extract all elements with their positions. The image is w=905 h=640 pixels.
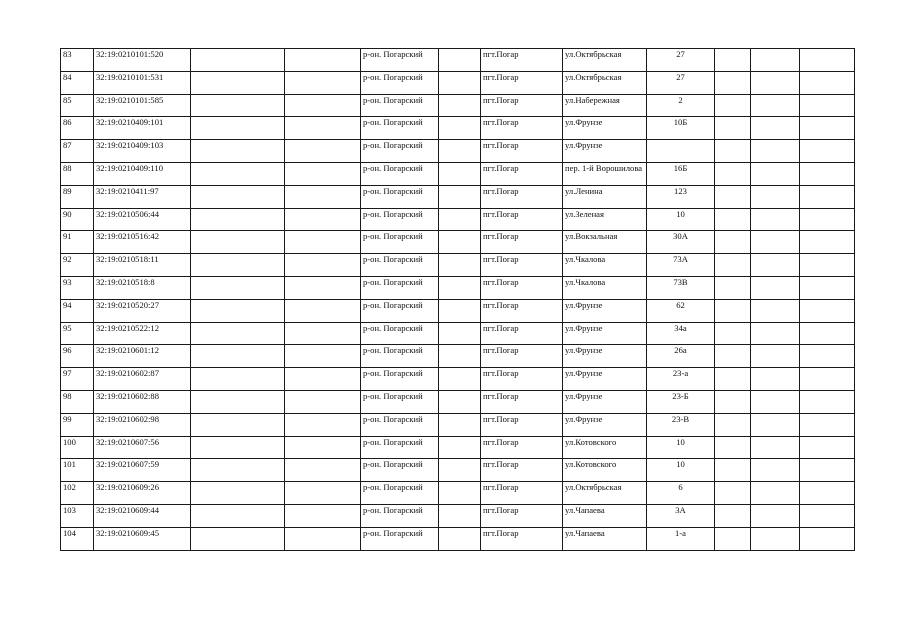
empty-cell [191, 140, 285, 163]
settlement-cell: пгт.Погар [481, 527, 563, 550]
empty-cell [800, 390, 855, 413]
settlement-cell: пгт.Погар [481, 345, 563, 368]
row-number-cell: 84 [61, 71, 94, 94]
district-cell: р-он. Погарский [361, 254, 439, 277]
cadastral-number-cell: 32:19:0210409:110 [94, 162, 191, 185]
row-number-cell: 103 [61, 504, 94, 527]
settlement-cell: пгт.Погар [481, 413, 563, 436]
empty-cell [800, 413, 855, 436]
house-number-cell: 16Б [647, 162, 715, 185]
house-number-cell: 73В [647, 276, 715, 299]
settlement-cell: пгт.Погар [481, 71, 563, 94]
empty-cell [285, 231, 361, 254]
street-cell: ул.Фрунзе [563, 390, 647, 413]
empty-cell [751, 140, 800, 163]
district-cell: р-он. Погарский [361, 162, 439, 185]
house-number-cell: 34а [647, 322, 715, 345]
empty-cell [800, 162, 855, 185]
empty-cell [191, 276, 285, 299]
empty-cell [751, 390, 800, 413]
district-cell: р-он. Погарский [361, 94, 439, 117]
empty-cell [715, 368, 751, 391]
cadastral-number-cell: 32:19:0210522:12 [94, 322, 191, 345]
empty-cell [191, 231, 285, 254]
settlement-cell: пгт.Погар [481, 140, 563, 163]
empty-cell [285, 162, 361, 185]
house-number-cell: 26а [647, 345, 715, 368]
empty-cell [191, 71, 285, 94]
empty-cell [439, 208, 481, 231]
empty-cell [191, 413, 285, 436]
cadastral-number-cell: 32:19:0210609:44 [94, 504, 191, 527]
cadastral-number-cell: 32:19:0210506:44 [94, 208, 191, 231]
empty-cell [751, 368, 800, 391]
street-cell: пер. 1-й Ворошилова [563, 162, 647, 185]
settlement-cell: пгт.Погар [481, 368, 563, 391]
empty-cell [439, 459, 481, 482]
empty-cell [715, 231, 751, 254]
empty-cell [751, 276, 800, 299]
row-number-cell: 95 [61, 322, 94, 345]
empty-cell [439, 231, 481, 254]
empty-cell [191, 368, 285, 391]
cadastral-number-cell: 32:19:0210411:97 [94, 185, 191, 208]
empty-cell [285, 94, 361, 117]
empty-cell [439, 117, 481, 140]
table-row [61, 71, 855, 94]
district-cell: р-он. Погарский [361, 527, 439, 550]
empty-cell [439, 71, 481, 94]
empty-cell [439, 254, 481, 277]
empty-cell [285, 71, 361, 94]
house-number-cell: 10 [647, 459, 715, 482]
row-number-cell: 93 [61, 276, 94, 299]
district-cell: р-он. Погарский [361, 504, 439, 527]
empty-cell [285, 117, 361, 140]
empty-cell [439, 345, 481, 368]
empty-cell [191, 527, 285, 550]
row-number-cell: 100 [61, 436, 94, 459]
empty-cell [191, 117, 285, 140]
district-cell: р-он. Погарский [361, 140, 439, 163]
empty-cell [715, 322, 751, 345]
street-cell: ул.Котовского [563, 459, 647, 482]
empty-cell [751, 71, 800, 94]
empty-cell [285, 390, 361, 413]
empty-cell [751, 413, 800, 436]
settlement-cell: пгт.Погар [481, 185, 563, 208]
street-cell: ул.Ленина [563, 185, 647, 208]
empty-cell [715, 208, 751, 231]
table-row [61, 185, 855, 208]
cadastral-number-cell: 32:19:0210518:8 [94, 276, 191, 299]
row-number-cell: 85 [61, 94, 94, 117]
district-cell: р-он. Погарский [361, 390, 439, 413]
empty-cell [751, 459, 800, 482]
district-cell: р-он. Погарский [361, 71, 439, 94]
empty-cell [751, 322, 800, 345]
district-cell: р-он. Погарский [361, 459, 439, 482]
table-row [61, 390, 855, 413]
empty-cell [191, 254, 285, 277]
cadastral-number-cell: 32:19:0210609:45 [94, 527, 191, 550]
empty-cell [800, 276, 855, 299]
empty-cell [715, 299, 751, 322]
table-row [61, 504, 855, 527]
table-row [61, 231, 855, 254]
empty-cell [439, 162, 481, 185]
cadastral-number-cell: 32:19:0210409:103 [94, 140, 191, 163]
empty-cell [439, 140, 481, 163]
empty-cell [800, 117, 855, 140]
empty-cell [800, 49, 855, 72]
empty-cell [715, 504, 751, 527]
empty-cell [439, 94, 481, 117]
empty-cell [285, 504, 361, 527]
district-cell: р-он. Погарский [361, 413, 439, 436]
district-cell: р-он. Погарский [361, 368, 439, 391]
empty-cell [439, 49, 481, 72]
district-cell: р-он. Погарский [361, 117, 439, 140]
empty-cell [439, 482, 481, 505]
empty-cell [439, 276, 481, 299]
cadastral-number-cell: 32:19:0210516:42 [94, 231, 191, 254]
empty-cell [800, 208, 855, 231]
cadastral-number-cell: 32:19:0210601:12 [94, 345, 191, 368]
house-number-cell: 27 [647, 71, 715, 94]
empty-cell [285, 368, 361, 391]
empty-cell [285, 482, 361, 505]
street-cell: ул.Набережная [563, 94, 647, 117]
cadastral-number-cell: 32:19:0210602:88 [94, 390, 191, 413]
table-row [61, 162, 855, 185]
empty-cell [800, 140, 855, 163]
empty-cell [800, 322, 855, 345]
settlement-cell: пгт.Погар [481, 208, 563, 231]
settlement-cell: пгт.Погар [481, 94, 563, 117]
empty-cell [751, 185, 800, 208]
empty-cell [715, 117, 751, 140]
cadastral-number-cell: 32:19:0210607:59 [94, 459, 191, 482]
cadastral-number-cell: 32:19:0210518:11 [94, 254, 191, 277]
empty-cell [751, 208, 800, 231]
empty-cell [715, 94, 751, 117]
empty-cell [800, 504, 855, 527]
row-number-cell: 83 [61, 49, 94, 72]
district-cell: р-он. Погарский [361, 322, 439, 345]
empty-cell [800, 299, 855, 322]
empty-cell [751, 299, 800, 322]
row-number-cell: 88 [61, 162, 94, 185]
house-number-cell: 73А [647, 254, 715, 277]
street-cell: ул.Фрунзе [563, 413, 647, 436]
empty-cell [751, 482, 800, 505]
cadastral-number-cell: 32:19:0210607:56 [94, 436, 191, 459]
empty-cell [751, 162, 800, 185]
empty-cell [800, 482, 855, 505]
empty-cell [800, 368, 855, 391]
empty-cell [285, 49, 361, 72]
row-number-cell: 89 [61, 185, 94, 208]
settlement-cell: пгт.Погар [481, 299, 563, 322]
settlement-cell: пгт.Погар [481, 254, 563, 277]
empty-cell [191, 299, 285, 322]
district-cell: р-он. Погарский [361, 436, 439, 459]
street-cell: ул.Чкалова [563, 254, 647, 277]
district-cell: р-он. Погарский [361, 49, 439, 72]
table-row [61, 482, 855, 505]
empty-cell [751, 231, 800, 254]
district-cell: р-он. Погарский [361, 231, 439, 254]
empty-cell [439, 390, 481, 413]
house-number-cell: 27 [647, 49, 715, 72]
cadastral-number-cell: 32:19:0210609:26 [94, 482, 191, 505]
registry-table [60, 48, 855, 551]
empty-cell [285, 208, 361, 231]
street-cell: ул.Фрунзе [563, 322, 647, 345]
settlement-cell: пгт.Погар [481, 49, 563, 72]
row-number-cell: 102 [61, 482, 94, 505]
table-row [61, 299, 855, 322]
empty-cell [800, 71, 855, 94]
settlement-cell: пгт.Погар [481, 390, 563, 413]
empty-cell [191, 459, 285, 482]
empty-cell [715, 345, 751, 368]
house-number-cell: 30А [647, 231, 715, 254]
row-number-cell: 96 [61, 345, 94, 368]
street-cell: ул.Октябрьская [563, 71, 647, 94]
row-number-cell: 97 [61, 368, 94, 391]
empty-cell [191, 345, 285, 368]
street-cell: ул.Фрунзе [563, 368, 647, 391]
settlement-cell: пгт.Погар [481, 117, 563, 140]
empty-cell [191, 322, 285, 345]
empty-cell [800, 459, 855, 482]
house-number-cell: 3А [647, 504, 715, 527]
empty-cell [191, 390, 285, 413]
empty-cell [751, 436, 800, 459]
house-number-cell: 10 [647, 208, 715, 231]
empty-cell [751, 504, 800, 527]
street-cell: ул.Фрунзе [563, 345, 647, 368]
table-row [61, 413, 855, 436]
empty-cell [751, 94, 800, 117]
empty-cell [191, 49, 285, 72]
district-cell: р-он. Погарский [361, 299, 439, 322]
empty-cell [191, 162, 285, 185]
district-cell: р-он. Погарский [361, 276, 439, 299]
empty-cell [751, 254, 800, 277]
empty-cell [285, 345, 361, 368]
empty-cell [439, 322, 481, 345]
street-cell: ул.Фрунзе [563, 117, 647, 140]
empty-cell [800, 94, 855, 117]
empty-cell [715, 482, 751, 505]
registry-rows [61, 49, 855, 551]
empty-cell [285, 185, 361, 208]
empty-cell [715, 413, 751, 436]
row-number-cell: 98 [61, 390, 94, 413]
table-row [61, 94, 855, 117]
row-number-cell: 94 [61, 299, 94, 322]
street-cell: ул.Октябрьская [563, 49, 647, 72]
settlement-cell: пгт.Погар [481, 276, 563, 299]
cadastral-number-cell: 32:19:0210602:98 [94, 413, 191, 436]
house-number-cell: 23-Б [647, 390, 715, 413]
cadastral-number-cell: 32:19:0210520:27 [94, 299, 191, 322]
district-cell: р-он. Погарский [361, 482, 439, 505]
house-number-cell: 10Б [647, 117, 715, 140]
cadastral-number-cell: 32:19:0210101:585 [94, 94, 191, 117]
cadastral-number-cell: 32:19:0210101:531 [94, 71, 191, 94]
table-row [61, 140, 855, 163]
empty-cell [800, 254, 855, 277]
settlement-cell: пгт.Погар [481, 436, 563, 459]
empty-cell [715, 71, 751, 94]
settlement-cell: пгт.Погар [481, 504, 563, 527]
row-number-cell: 91 [61, 231, 94, 254]
row-number-cell: 86 [61, 117, 94, 140]
empty-cell [751, 49, 800, 72]
empty-cell [715, 436, 751, 459]
empty-cell [285, 459, 361, 482]
empty-cell [439, 299, 481, 322]
street-cell: ул.Котовского [563, 436, 647, 459]
street-cell: ул.Фрунзе [563, 299, 647, 322]
house-number-cell: 1-а [647, 527, 715, 550]
street-cell: ул.Чкалова [563, 276, 647, 299]
empty-cell [285, 140, 361, 163]
empty-cell [439, 504, 481, 527]
empty-cell [800, 345, 855, 368]
empty-cell [715, 459, 751, 482]
empty-cell [191, 208, 285, 231]
empty-cell [285, 299, 361, 322]
empty-cell [800, 185, 855, 208]
empty-cell [715, 254, 751, 277]
empty-cell [715, 276, 751, 299]
table-row [61, 527, 855, 550]
empty-cell [191, 504, 285, 527]
empty-cell [439, 368, 481, 391]
empty-cell [751, 117, 800, 140]
table-row [61, 49, 855, 72]
empty-cell [800, 436, 855, 459]
empty-cell [439, 185, 481, 208]
empty-cell [715, 185, 751, 208]
row-number-cell: 90 [61, 208, 94, 231]
row-number-cell: 101 [61, 459, 94, 482]
empty-cell [715, 390, 751, 413]
settlement-cell: пгт.Погар [481, 322, 563, 345]
street-cell: ул.Октябрьская [563, 482, 647, 505]
empty-cell [715, 162, 751, 185]
house-number-cell [647, 140, 715, 163]
empty-cell [285, 322, 361, 345]
settlement-cell: пгт.Погар [481, 231, 563, 254]
house-number-cell: 23-В [647, 413, 715, 436]
empty-cell [439, 413, 481, 436]
empty-cell [191, 185, 285, 208]
row-number-cell: 92 [61, 254, 94, 277]
cadastral-number-cell: 32:19:0210101:520 [94, 49, 191, 72]
table-row [61, 254, 855, 277]
table-row [61, 322, 855, 345]
street-cell: ул.Чапаева [563, 504, 647, 527]
settlement-cell: пгт.Погар [481, 162, 563, 185]
empty-cell [715, 49, 751, 72]
empty-cell [715, 527, 751, 550]
empty-cell [800, 231, 855, 254]
row-number-cell: 104 [61, 527, 94, 550]
empty-cell [439, 527, 481, 550]
row-number-cell: 87 [61, 140, 94, 163]
district-cell: р-он. Погарский [361, 345, 439, 368]
table-row [61, 345, 855, 368]
empty-cell [285, 413, 361, 436]
house-number-cell: 6 [647, 482, 715, 505]
empty-cell [285, 436, 361, 459]
table-row [61, 436, 855, 459]
house-number-cell: 62 [647, 299, 715, 322]
house-number-cell: 2 [647, 94, 715, 117]
empty-cell [800, 527, 855, 550]
empty-cell [751, 527, 800, 550]
table-row [61, 368, 855, 391]
street-cell: ул.Зеленая [563, 208, 647, 231]
table-row [61, 117, 855, 140]
empty-cell [285, 276, 361, 299]
street-cell: ул.Вокзальная [563, 231, 647, 254]
settlement-cell: пгт.Погар [481, 482, 563, 505]
table-row [61, 208, 855, 231]
empty-cell [439, 436, 481, 459]
district-cell: р-он. Погарский [361, 185, 439, 208]
empty-cell [751, 345, 800, 368]
table-row [61, 459, 855, 482]
empty-cell [191, 436, 285, 459]
empty-cell [285, 254, 361, 277]
table-row [61, 276, 855, 299]
empty-cell [191, 482, 285, 505]
house-number-cell: 10 [647, 436, 715, 459]
empty-cell [285, 527, 361, 550]
street-cell: ул.Чапаева [563, 527, 647, 550]
district-cell: р-он. Погарский [361, 208, 439, 231]
house-number-cell: 123 [647, 185, 715, 208]
house-number-cell: 23-а [647, 368, 715, 391]
settlement-cell: пгт.Погар [481, 459, 563, 482]
empty-cell [191, 94, 285, 117]
cadastral-number-cell: 32:19:0210409:101 [94, 117, 191, 140]
street-cell: ул.Фрунзе [563, 140, 647, 163]
empty-cell [715, 140, 751, 163]
row-number-cell: 99 [61, 413, 94, 436]
cadastral-number-cell: 32:19:0210602:87 [94, 368, 191, 391]
